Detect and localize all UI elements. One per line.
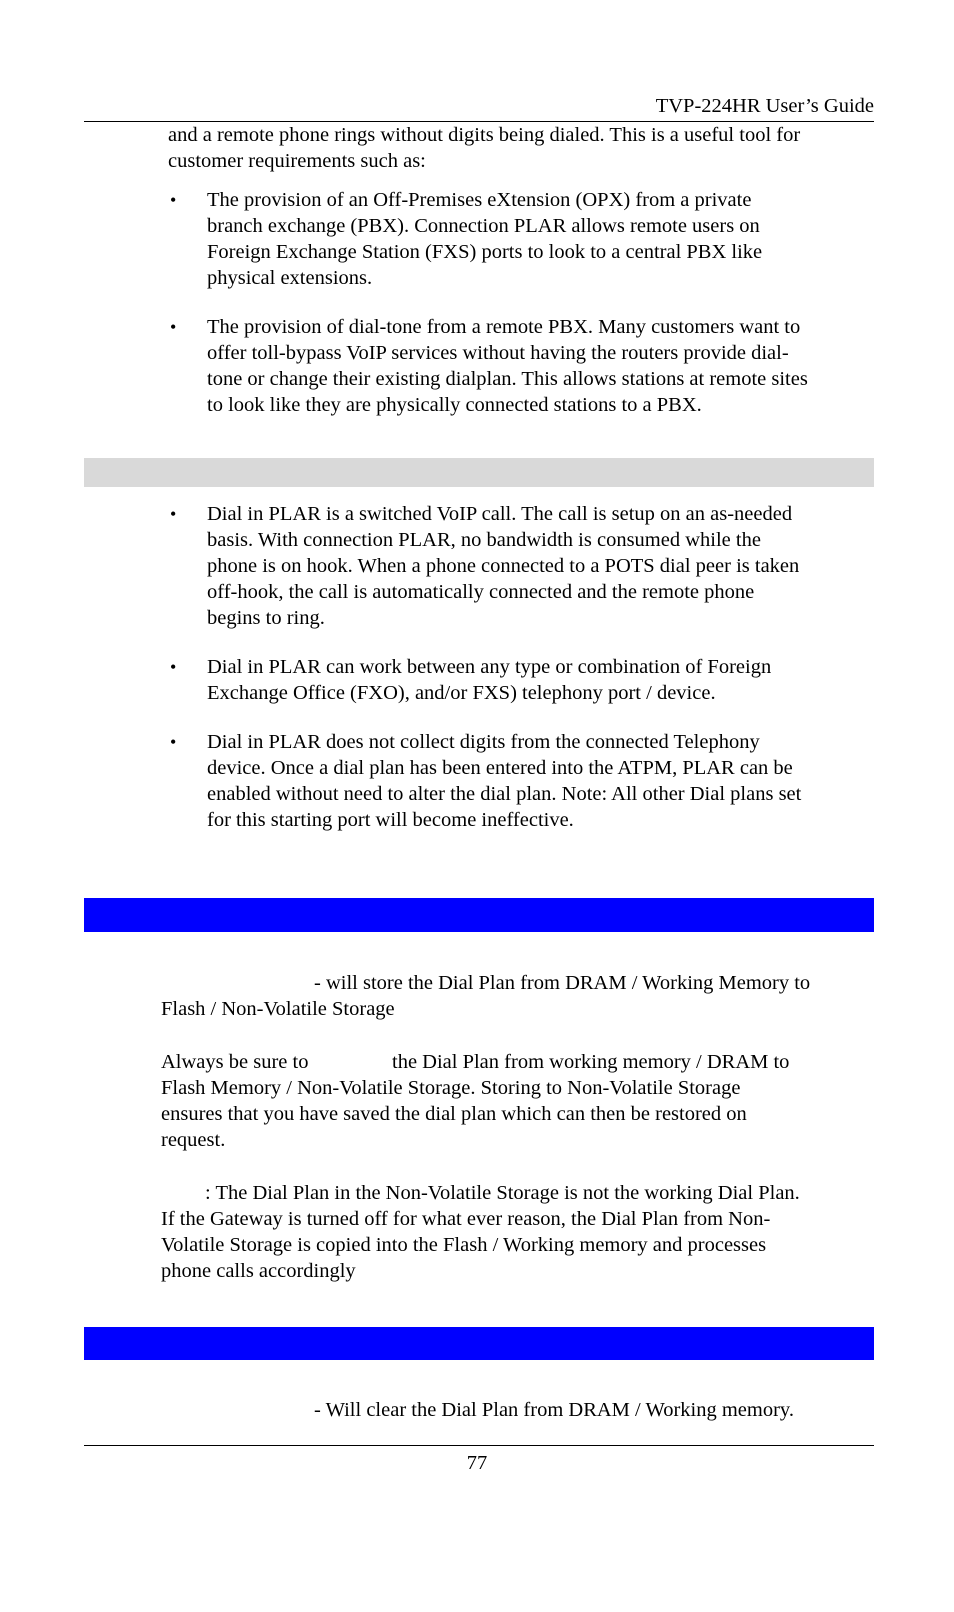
paragraph-line: request.	[161, 1129, 226, 1151]
paragraph-line: ensures that you have saved the dial plan which can then be restored on	[161, 1103, 747, 1125]
paragraph-line: Volatile Storage is copied into the Flash / Working memory and processes	[161, 1234, 767, 1256]
clear-description: - Will clear the Dial Plan from DRAM / Working memory.	[314, 1399, 794, 1421]
paragraph-line: If the Gateway is turned off for what ever reason, the Dial Plan from Non-	[161, 1208, 771, 1230]
bullet-line: Foreign Exchange Station (FXS) ports to look to a central PBX like	[207, 241, 763, 263]
store-description-line1: - will store the Dial Plan from DRAM / Working Memory to	[314, 972, 811, 994]
bullet-line: tone or change their existing dialplan. This allows stations at remote sites	[207, 368, 808, 390]
bullet-line: begins to ring.	[207, 607, 325, 629]
page-number: 77	[466, 1452, 488, 1474]
bullet-line: for this starting port will become ineffective.	[207, 809, 574, 831]
bullet-item-switched-call	[207, 501, 799, 631]
bullet-line: physical extensions.	[207, 267, 373, 289]
bullet-symbol: •	[170, 657, 177, 677]
running-header-title: TVP-224HR User’s Guide	[655, 95, 874, 117]
bullet-line: Dial in PLAR is a switched VoIP call. The call is setup on an as-needed	[207, 503, 793, 525]
footer-rule	[84, 1445, 874, 1446]
bullet-line: Dial in PLAR can work between any type or combination of Foreign	[207, 656, 772, 678]
bullet-line: phone is on hook. When a phone connected to a POTS dial peer is taken	[207, 555, 800, 577]
bullet-line: offer toll-bypass VoIP services without having the routers provide dial-	[207, 342, 789, 364]
bullet-line: off-hook, the call is automatically connected and the remote phone	[207, 581, 755, 603]
bullet-item-no-digits	[207, 729, 801, 833]
bullet-symbol: •	[170, 732, 177, 752]
store-description-line2: Flash / Non-Volatile Storage	[161, 998, 395, 1020]
section-heading-bar-store	[84, 898, 874, 932]
note-first-line: : The Dial Plan in the Non-Volatile Storage is not the working Dial Plan.	[205, 1182, 800, 1204]
intro-line: customer requirements such as:	[168, 150, 426, 172]
note-paragraph	[161, 1206, 770, 1284]
bullet-line: device. Once a dial plan has been entered into the ATPM, PLAR can be	[207, 757, 793, 779]
intro-paragraph	[168, 122, 800, 174]
bullet-line: basis. With connection PLAR, no bandwidth is consumed while the	[207, 529, 761, 551]
always-rest: the Dial Plan from working memory / DRAM to	[392, 1051, 790, 1073]
bullet-item-opx	[207, 187, 762, 291]
paragraph-line: phone calls accordingly	[161, 1260, 356, 1282]
always-prefix: Always be sure to	[161, 1051, 309, 1073]
bullet-line: The provision of an Off-Premises eXtension (OPX) from a private	[207, 189, 752, 211]
bullet-item-fxo-fxs	[207, 654, 771, 706]
bullet-symbol: •	[170, 504, 177, 524]
bullet-symbol: •	[170, 190, 177, 210]
always-paragraph	[161, 1075, 747, 1153]
bullet-line: to look like they are physically connected stations to a PBX.	[207, 394, 702, 416]
bullet-line: enabled without need to alter the dial plan. Note: All other Dial plans set	[207, 783, 802, 805]
bullet-line: branch exchange (PBX). Connection PLAR allows remote users on	[207, 215, 760, 237]
paragraph-line: Flash Memory / Non-Volatile Storage. Storing to Non-Volatile Storage	[161, 1077, 741, 1099]
section-heading-bar-clear	[84, 1327, 874, 1360]
bullet-line: Dial in PLAR does not collect digits from the connected Telephony	[207, 731, 760, 753]
section-heading-bar-gray	[84, 458, 874, 487]
bullet-symbol: •	[170, 317, 177, 337]
bullet-item-dial-tone	[207, 314, 808, 418]
bullet-line: Exchange Office (FXO), and/or FXS) telephony port / device.	[207, 682, 716, 704]
intro-line: and a remote phone rings without digits being dialed. This is a useful tool for	[168, 124, 801, 146]
bullet-line: The provision of dial-tone from a remote PBX. Many customers want to	[207, 316, 801, 338]
